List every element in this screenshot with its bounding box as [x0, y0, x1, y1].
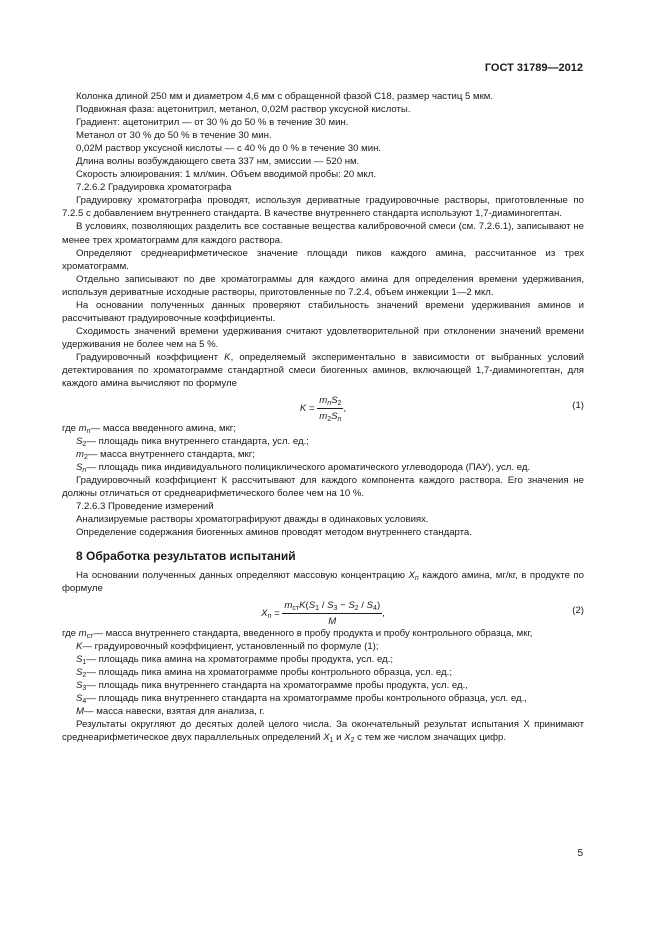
paragraph: Определение содержания биогенных аминов проводят методом внутреннего стандарта. — [76, 527, 472, 539]
formula-number: (1) — [572, 400, 584, 412]
definition-row: $m_2$ — масса внутреннего стандарта, мкг; — [76, 449, 255, 462]
paragraph: В условиях, позволяющих разделить все составные вещества калибровочной смеси (см. 7.2.6.1), записывают не менее трех хроматограмм для каждого раствора. — [62, 221, 584, 246]
condition-line: Метанол от 30 % до 50 % в течение 30 мин. — [76, 130, 272, 142]
paragraph: Анализируемые растворы хроматографируют дважды в одинаковых условиях. — [76, 514, 429, 526]
definition-row: где $m_{ст}$ — масса внутреннего стандарта, введенного в пробу продукта и пробу контрольного образца, мкг, — [62, 627, 533, 640]
paragraph-final-result: Результаты округляют до десятых долей целого числа. За окончательный результат испытания X принимают среднеарифметическое двух параллельных определений $X_1$ и $X_2$ с тем же числом значащих цифр. — [62, 718, 584, 745]
page-number: 5 — [577, 848, 583, 859]
chromatography-conditions — [62, 90, 584, 181]
page-content — [62, 90, 584, 744]
subsection-heading-7262: 7.2.6.2 Градуировка хроматографа — [76, 182, 232, 194]
definition-row: $S_3$ — площадь пика внутреннего стандарта на хроматограмме пробы продукта, усл. ед., — [76, 679, 468, 692]
condition-line: Колонка длиной 250 мм и диаметром 4,6 мм с обращенной фазой C18, размер частиц 5 мкм. — [76, 91, 494, 102]
formula-number: (2) — [572, 604, 584, 616]
formula-1-definitions — [62, 422, 584, 474]
condition-line: Скорость элюирования: 1 мл/мин. Объем вводимой пробы: 20 мкл. — [76, 169, 376, 181]
standard-header: ГОСТ 31789—2012 — [484, 62, 583, 74]
subsection-heading-7263: 7.2.6.3 Проведение измерений — [76, 501, 214, 513]
section-8-title: 8 Обработка результатов испытаний — [76, 548, 296, 563]
condition-line: 0,02М раствор уксусной кислоты — с 40 % до 0 % в течение 30 мин. — [76, 143, 382, 155]
definition-row: M — масса навески, взятая для анализа, г. — [76, 705, 265, 717]
fraction: $m_{ст}K(S_1 / S_3 - S_2 / S_4)$ M — [284, 599, 381, 627]
definition-row: K — градуировочный коэффициент, установленный по формуле (1); — [76, 640, 379, 652]
formula-2-definitions — [62, 627, 584, 718]
paragraph: На основании полученных данных проверяют стабильность значений времени удерживания аминов и рассчитывают градуировочные коэффициенты. — [62, 299, 584, 324]
definition-row: $S_2$ — площадь пика внутреннего стандарта, усл. ед.; — [76, 436, 309, 449]
paragraph: Отдельно записывают по две хроматограммы для каждого амина для определения времени удерживания, используя дериватные исходные растворы, приготовленные по 7.2.4, объем инжекции 1—2 мкл. — [62, 273, 584, 298]
definition-row: $S_2$ — площадь пика амина на хроматограмме пробы контрольного образца, усл. ед.; — [76, 666, 452, 679]
fraction: $m_nS_2$ $m_2S_n$ — [319, 395, 342, 424]
definition-row: где $m_n$ — масса введенного амина, мкг; — [62, 423, 236, 436]
paragraph: Сходимость значений времени удерживания считают удовлетворительной при отклонении значений времени удерживания не более чем на 5 %. — [62, 325, 584, 350]
paragraph: Определяют среднеарифметическое значение площади пиков каждого амина, рассчитанное из трех хроматограмм. — [62, 247, 584, 272]
definition-row: $S_4$ — площадь пика внутреннего стандарта на хроматограмме пробы контрольного образца, усл. ед., — [76, 692, 527, 705]
condition-line: Подвижная фаза: ацетонитрил, метанол, 0,02М раствор уксусной кислоты. — [76, 104, 411, 116]
definition-row: $S_1$ — площадь пика амина на хроматограмме пробы продукта, усл. ед.; — [76, 653, 394, 666]
formula-2: $X_n$ = $m_{ст}K(S_1 / S_3 - S_2 / S_4)$ M , (2) — [261, 599, 584, 627]
condition-line: Градиент: ацетонитрил — от 30 % до 50 % в течение 30 мин. — [76, 117, 349, 129]
paragraph-coefficient-k: Градуировочный коэффициент K, определяемый экспериментально в зависимости от выбранных условий детектирования по хроматограмме стандартной смеси биогенных аминов, включающей 1,7-диаминогептан, для каждого амина вычисляют по формуле — [62, 351, 584, 390]
paragraph: Градуировку хроматографа проводят, используя дериватные градуировочные растворы, приготовленные по 7.2.5 с добавлением внутреннего стандарта. В качестве внутреннего стандарта используют 1,7-диаминогептан. — [62, 195, 584, 220]
definition-row: $S_n$ — площадь пика индивидуального полициклического ароматического углеводорода (ПАУ), усл. ед. — [76, 462, 531, 475]
paragraph: Градуировочный коэффициент К рассчитывают для каждого компонента каждого раствора. Его значения не должны отличаться от среднеарифметического более чем на 10 %. — [62, 475, 584, 500]
formula-1: K = $m_nS_2$ $m_2S_n$ , (1) — [299, 395, 584, 424]
condition-line: Длина волны возбуждающего света 337 нм, эмиссии — 520 нм. — [76, 156, 360, 168]
paragraph-section-8: На основании полученных данных определяют массовую концентрацию $X_n$ каждого амина, мг/кг, в продукте по формуле — [62, 569, 584, 594]
